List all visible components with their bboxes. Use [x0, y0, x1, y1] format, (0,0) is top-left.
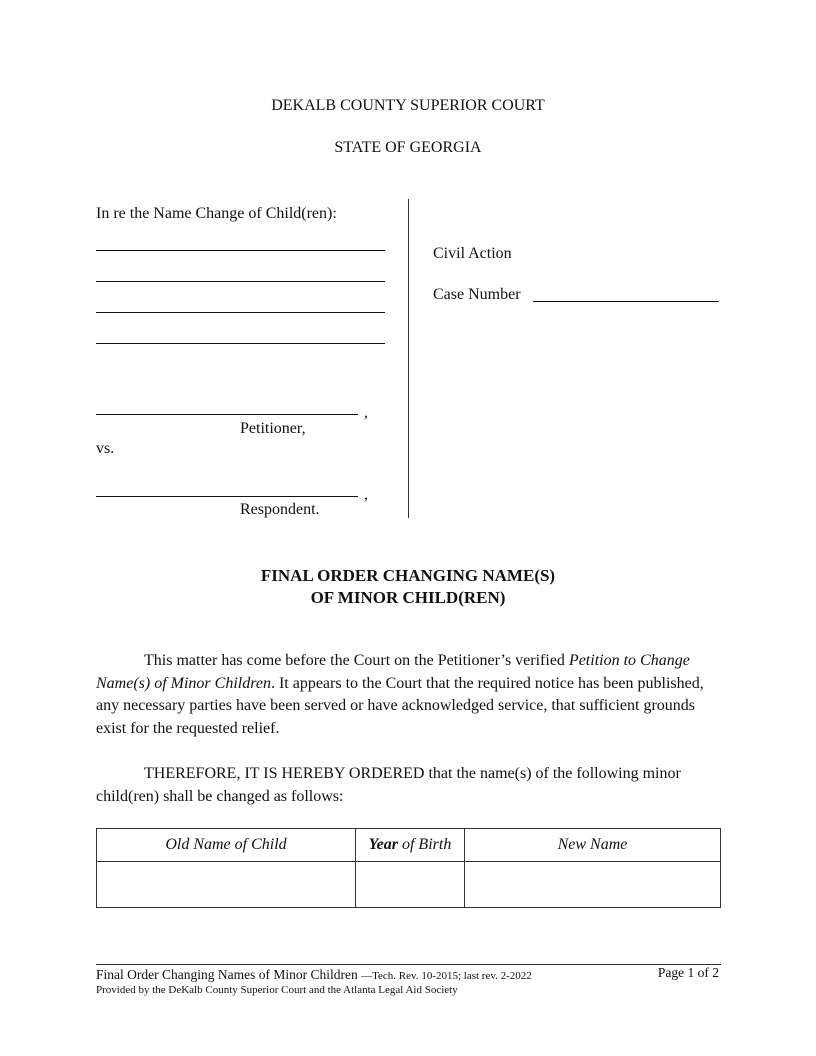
col-year-of-birth [356, 829, 465, 862]
table-row [97, 862, 721, 908]
civil-action-label: Civil Action [433, 245, 512, 262]
child-name-line-3[interactable] [96, 312, 385, 313]
table-header-row [97, 829, 721, 862]
court-name: DEKALB COUNTY SUPERIOR COURT [271, 97, 545, 114]
footer-provided-by: Provided by the DeKalb County Superior Court and the Atlanta Legal Aid Society [96, 984, 458, 996]
child-name-line-4[interactable] [96, 343, 385, 344]
caption-divider [408, 199, 409, 518]
respondent-label: Respondent. [240, 501, 320, 518]
col-old-name: Old Name of Child [97, 829, 356, 862]
case-number-line[interactable] [533, 301, 719, 302]
order-title-line-1: FINAL ORDER CHANGING NAME(S) [260, 566, 556, 585]
page-number: Page 1 of 2 [657, 965, 719, 980]
order-title-line-2: OF MINOR CHILD(REN) [310, 588, 506, 607]
petition-title: Petition to Change Name(s) of Minor Children [96, 652, 690, 692]
petitioner-comma: , [364, 404, 368, 421]
recital-lead: This matter has come before the Court on the Petitioner’s verified [144, 652, 569, 669]
petitioner-label: Petitioner, [240, 420, 306, 437]
col-year-bold: Year [368, 836, 398, 853]
new-name-cell[interactable] [465, 862, 721, 908]
order-paragraph [96, 763, 726, 808]
state-name: STATE OF GEORGIA [334, 139, 482, 156]
vs-label: vs. [96, 440, 115, 457]
recital-paragraph [96, 650, 726, 740]
in-re-label: In re the Name Change of Child(ren): [96, 205, 337, 222]
child-name-line-2[interactable] [96, 281, 385, 282]
old-name-cell[interactable] [97, 862, 356, 908]
name-change-table [96, 828, 721, 908]
case-number-label: Case Number [433, 286, 521, 303]
respondent-name-line[interactable] [96, 496, 358, 497]
footer-form-title [96, 967, 532, 983]
order-text: THEREFORE, IT IS HEREBY ORDERED that the name(s) of the following minor child(ren) shall be changed as follows: [96, 765, 681, 805]
footer-title-text: Final Order Changing Names of Minor Children [96, 967, 358, 982]
petitioner-name-line[interactable] [96, 414, 358, 415]
child-name-line-1[interactable] [96, 250, 385, 251]
col-year-rest: of Birth [397, 836, 452, 853]
respondent-comma: , [364, 486, 368, 503]
recital-rest: . It appears to the Court that the required notice has been published, any necessary parties have been served or have acknowledged service, that sufficient grounds exist for the requested relief. [96, 674, 704, 737]
footer-revision: —Tech. Rev. 10-2015; last rev. 2-2022 [361, 970, 532, 982]
footer-rule [96, 964, 721, 965]
col-new-name: New Name [465, 829, 721, 862]
year-of-birth-cell[interactable] [356, 862, 465, 908]
